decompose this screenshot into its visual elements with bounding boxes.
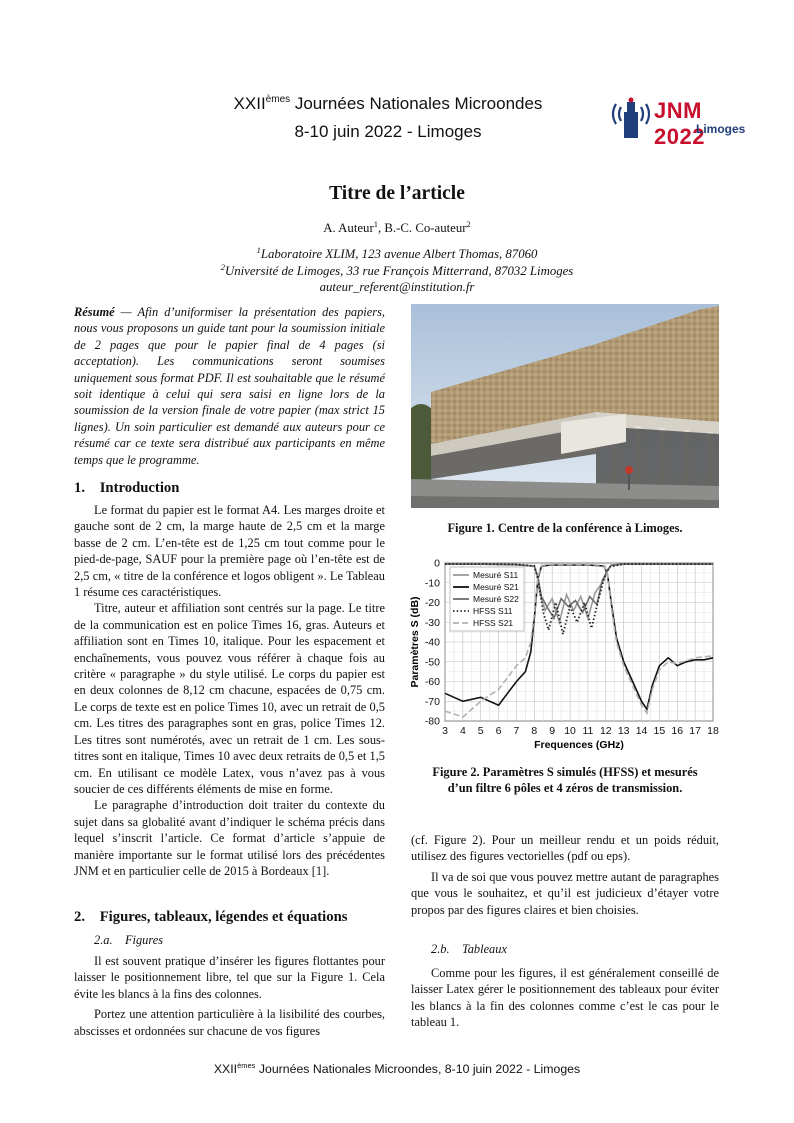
figure-1-caption: Figure 1. Centre de la conférence à Limoges. <box>447 521 683 535</box>
page-footer <box>0 1062 794 1076</box>
conference-dates: 8-10 juin 2022 - Limoges <box>294 122 482 141</box>
section-2-heading: 2. Figures, tableaux, légendes et équations <box>74 909 348 925</box>
x-tick-label: 16 <box>671 725 684 737</box>
author-email: auteur_referent@institution.fr <box>319 280 475 294</box>
logo-main-text: JNM 2022 <box>654 98 705 149</box>
figures-paragraph-2: Portez une attention particulière à la lisibilité des courbes, abscisses et ordonnées sur chacune de vos figures <box>74 1007 385 1038</box>
x-tick-label: 18 <box>707 725 719 737</box>
figure-2-caption-line-1: Figure 2. Paramètres S simulés (HFSS) et mesurés <box>432 765 698 779</box>
figures-paragraph-1: Il est souvent pratique d’insérer les figures flottantes pour laisser le positionnement libre, tel que sur la Figure 1. Cela évite les blancs à la fins des colonnes. <box>74 954 385 1001</box>
x-tick-label: 8 <box>531 725 538 737</box>
jnm-logo <box>608 96 754 149</box>
author-1: A. Auteur <box>323 221 374 235</box>
affiliation-1 <box>0 246 794 263</box>
footer-suffix: èmes <box>237 1061 256 1070</box>
conference-title <box>180 90 596 117</box>
affiliations <box>0 246 794 296</box>
author-2: B.-C. Co-auteur <box>384 221 467 235</box>
tables-paragraph-1: Comme pour les figures, il est généralement conseillé de laisser Latex gérer le positionnement des tableaux pour éviter les blancs à la fin des colonnes comme c’est le cas pour le tableau 1. <box>411 966 719 1030</box>
s-parameters-chart <box>407 555 723 755</box>
author-1-mark: 1 <box>373 219 378 229</box>
x-tick-label: 12 <box>599 725 612 737</box>
subsection-2b-heading: 2.b. Tableaux <box>431 942 507 956</box>
intro-paragraph-2: Titre, auteur et affiliation sont centrés sur la page. Le titre de la communication est en police Times 16, gras. Auteurs et affiliation sont en Times 10, italique. Pour les espacement et enchaînements, vous pouvez vous référer à chaque fois au critère « paragraphe » du style utilisé. Le corps du papier est en deux colonnes de 8,12 cm chacune, espacées de 0,75 cm. Le corps de texte est en police Times 10, avec un retrait de 0,5 cm. Les titres des paragraphes sont en gras, police Times 12. Les titres sont numérotés, avec un retrait de 1 cm. Les sous-titres sont en italique, Times 10 avec deux retraits de 0,5 et 1,5 cm. En utilisant ce modèle Latex, vous n’avez pas à vous soucier de ces différents éléments de mise en forme. <box>74 601 385 796</box>
section-1-body <box>74 502 385 879</box>
figure-2-caption-line-2: d’un filtre 6 pôles et 4 zéros de transmission. <box>447 781 683 796</box>
section-2-body-left <box>74 953 385 1039</box>
paper-title: Titre de l’article <box>329 183 465 204</box>
y-axis-label: Paramètres S (dB) <box>409 596 421 688</box>
figures-paragraph-2-cont: (cf. Figure 2). Pour un meilleur rendu et un poids réduit, utilisez des figures vectorielles (pdf ou eps). <box>411 833 719 864</box>
y-tick-label: -50 <box>424 656 440 669</box>
legend-label: HFSS S21 <box>473 618 514 628</box>
figure-2-caption <box>407 764 723 797</box>
footer-roman: XXII <box>213 1062 238 1076</box>
x-tick-label: 3 <box>442 725 448 737</box>
logo-sub-text: Limoges <box>696 122 746 136</box>
footer-conf-name: Journées Nationales Microondes <box>255 1062 438 1076</box>
conf-roman: XXII <box>233 94 266 113</box>
legend-label: Mesuré S22 <box>473 594 519 604</box>
y-tick-label: -60 <box>424 676 440 688</box>
chart-legend <box>450 567 524 631</box>
x-tick-label: 14 <box>635 725 648 737</box>
affil-1-mark: 1 <box>256 245 261 255</box>
legend-label: HFSS S11 <box>473 606 513 616</box>
x-tick-label: 11 <box>582 725 594 737</box>
conference-center-photo <box>411 304 719 508</box>
conf-suffix: èmes <box>265 94 291 105</box>
y-tick-label: -80 <box>424 715 440 728</box>
y-tick-label: -10 <box>424 577 440 590</box>
chart-svg <box>407 555 723 755</box>
y-tick-label: -40 <box>424 636 440 649</box>
y-tick-label: -70 <box>424 695 440 708</box>
y-tick-label: 0 <box>434 557 440 570</box>
x-tick-label: 15 <box>653 725 666 737</box>
x-tick-label: 13 <box>617 725 630 737</box>
x-axis-label: Frequences (GHz) <box>534 739 624 751</box>
x-tick-label: 17 <box>689 725 701 737</box>
intro-paragraph-1: Le format du papier est le format A4. Les marges droite et gauche sont de 2 cm, la marge haute de 2,5 cm et la marge basse de 2 cm. L’en-tête est de 1,25 cm tout comme pour le pied-de-page, SAUF pour la première page où l’en-tête est de 2,5 cm, « titre de la conférence et logos obligent ». Le Tableau 1 résume ces caractéristiques. <box>74 503 385 600</box>
affiliation-2 <box>0 263 794 280</box>
legend-label: Mesuré S11 <box>473 570 519 580</box>
section-1-heading: 1. Introduction <box>74 480 180 496</box>
affil-2-text: Université de Limoges, 33 rue François Mitterrand, 87032 Limoges <box>224 263 574 278</box>
y-tick-label: -20 <box>424 597 440 609</box>
authors <box>0 221 794 236</box>
abstract-text: — Afin d’uniformiser la présentation des papiers, nous vous proposons un guide tant pour la soumission initiale de 2 pages que pour le papier final de 4 pages (si acceptation). Les communications seront soumises uniquement sous format PDF. Il est souhaitable que le résumé soit identique à celui qui sera saisi en ligne lors de la soumission de la version finale de votre papier (max strict 15 lignes). Un soin particulier est demandé aux auteurs pour ce résumé car ce texte sera distribué aux participants en même temps que le programme. <box>74 305 385 467</box>
author-separator: , <box>377 221 385 235</box>
x-tick-label: 4 <box>459 725 466 737</box>
conf-name: Journées Nationales Microondes <box>290 94 543 113</box>
footer-dates: 8-10 juin 2022 - Limoges <box>444 1062 581 1076</box>
affil-2-mark: 2 <box>220 261 225 272</box>
x-tick-label: 7 <box>513 725 520 737</box>
x-tick-label: 5 <box>477 725 484 737</box>
figures-paragraph-3: Il va de soi que vous pouvez mettre autant de paragraphes que vous le souhaitez, et qu’il est judicieux d’étayer votre propos par des figures claires et bien choisies. <box>411 869 719 917</box>
x-tick-label: 9 <box>549 725 556 737</box>
y-tick-label: -30 <box>424 616 440 629</box>
tables-body <box>411 965 719 1031</box>
affil-1-text: Laboratoire XLIM, 123 avenue Albert Thomas, 87060 <box>260 247 538 261</box>
footer-separator: , <box>437 1062 445 1076</box>
section-2-body-right <box>411 832 719 918</box>
legend-label: Mesuré S21 <box>473 582 519 592</box>
x-tick-label: 6 <box>495 725 502 737</box>
abstract <box>74 304 385 468</box>
abstract-label: Résumé <box>74 305 115 319</box>
x-tick-label: 10 <box>564 725 576 737</box>
subsection-2a-heading: 2.a. Figures <box>94 933 164 947</box>
author-2-mark: 2 <box>466 219 471 229</box>
intro-paragraph-3: Le paragraphe d’introduction doit traiter du contexte du sujet dans sa globalité avant d’indiquer le schéma précis dans lequel s’inscrit l’article. Ce format d’article s’appuie de manière importante sur le format utilisé lors des précédentes JNM et en particulier celle de 2015 à Bordeaux [1]. <box>74 798 385 878</box>
